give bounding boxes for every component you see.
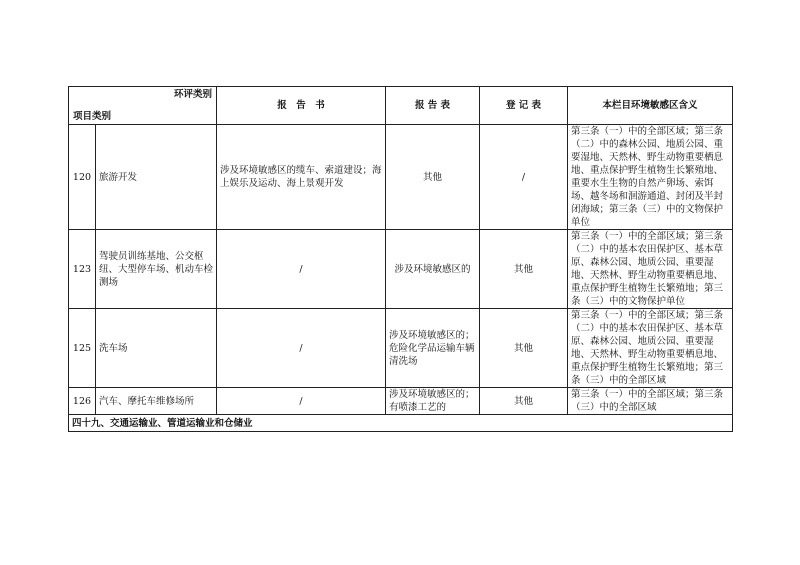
header-registration-form: 登 记 表 [480, 87, 568, 125]
registration-cell: 其他 [480, 230, 568, 309]
section-row [69, 415, 733, 432]
report-form-cell: 涉及环境敏感区的 [386, 230, 480, 309]
row-number: 125 [69, 309, 96, 388]
report-book-cell: / [217, 309, 386, 388]
report-book-cell: 涉及环境敏感区的缆车、索道建设；海上娱乐及运动、海上景观开发 [217, 125, 386, 230]
header-sensitive-area-meaning: 本栏目环境敏感区含义 [568, 87, 733, 125]
table-row [69, 388, 733, 415]
header-category-label: 环评类别 [173, 89, 212, 100]
header-diagonal-cell [69, 87, 217, 125]
sensitive-area-cell: 第三条（一）中的全部区域；第三条（二）中的森林公园、地质公园、重要湿地、天然林、野生动物重要栖息地、重点保护野生植物生长繁殖地、重要水生生物的自然产卵场、索饵场、越冬场和洄游通道、封闭及半封闭海域；第三条（三）中的文物保护单位 [568, 125, 733, 230]
project-category: 旅游开发 [96, 125, 217, 230]
sensitive-area-cell: 第三条（一）中的全部区域；第三条（三）中的全部区域 [568, 388, 733, 415]
table-row [69, 125, 733, 230]
project-category: 汽车、摩托车维修场所 [96, 388, 217, 415]
row-number: 120 [69, 125, 96, 230]
row-number: 126 [69, 388, 96, 415]
environmental-category-table [68, 86, 733, 432]
report-form-cell: 涉及环境敏感区的；有喷漆工艺的 [386, 388, 480, 415]
report-form-cell: 涉及环境敏感区的；危险化学品运输车辆清洗场 [386, 309, 480, 388]
registration-cell: 其他 [480, 388, 568, 415]
header-report-form: 报 告 表 [386, 87, 480, 125]
table-row [69, 309, 733, 388]
project-category: 洗车场 [96, 309, 217, 388]
report-book-cell: / [217, 388, 386, 415]
report-book-cell: / [217, 230, 386, 309]
sensitive-area-cell: 第三条（一）中的全部区域；第三条（二）中的基本农田保护区、基本草原、森林公园、地质公园、重要湿地、天然林、野生动物重要栖息地、重点保护野生植物生长繁殖地；第三条（三）中的全部区域 [568, 309, 733, 388]
header-report-book: 报 告 书 [217, 87, 386, 125]
section-title: 四十九、交通运输业、管道运输业和仓储业 [69, 415, 733, 432]
registration-cell: 其他 [480, 309, 568, 388]
row-number: 123 [69, 230, 96, 309]
header-project-label: 项目类别 [73, 111, 112, 122]
project-category: 驾驶员训练基地、公交枢纽、大型停车场、机动车检测场 [96, 230, 217, 309]
table-row [69, 230, 733, 309]
registration-cell: / [480, 125, 568, 230]
table-header-row [69, 87, 733, 125]
sensitive-area-cell: 第三条（一）中的全部区域；第三条（二）中的基本农田保护区、基本草原、森林公园、地质公园、重要湿地、天然林、野生动物重要栖息地、重点保护野生植物生长繁殖地；第三条（三）中的文物保护单位 [568, 230, 733, 309]
report-form-cell: 其他 [386, 125, 480, 230]
